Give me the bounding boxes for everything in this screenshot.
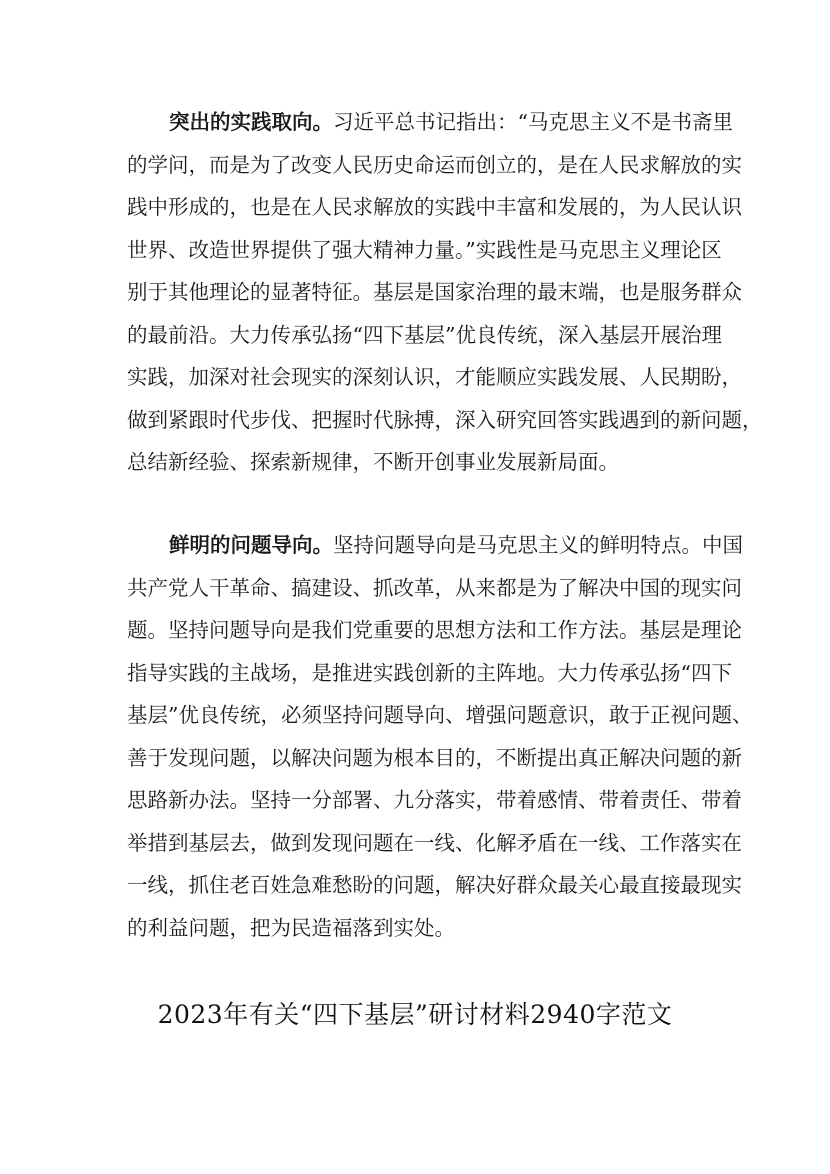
- paragraph-lead: 突出的实践取向。: [169, 110, 333, 134]
- paragraph-line: 共产党人干革命、搞建设、抓改革，从来都是为了解决中国的现实问: [127, 575, 742, 600]
- paragraph-lead: 鲜明的问题导向。: [169, 533, 333, 557]
- paragraph-line: 践中形成的，也是在人民求解放的实践中丰富和发展的，为人民认识: [127, 195, 742, 219]
- paragraph-line: 的利益问题，把为民造福落到实处。: [127, 915, 455, 940]
- paragraph-line: 做到紧跟时代步伐、把握时代脉搏，深入研究回答实践遇到的新问题，: [127, 407, 763, 432]
- paragraph-line: 的最前沿。大力传承弘扬“四下基层”优良传统，深入基层开展治理: [127, 322, 722, 347]
- paragraph-practice-orientation: [127, 101, 763, 484]
- paragraph-line: 善于发现问题，以解决问题为根本目的，不断提出真正解决问题的新: [127, 745, 742, 770]
- paragraph-problem-orientation: [127, 524, 753, 949]
- paragraph-line: 总结新经验、探索新规律，不断开创事业发展新局面。: [127, 450, 619, 474]
- paragraph-line: 题。坚持问题导向是我们党重要的思想方法和工作方法。基层是理论: [127, 618, 742, 642]
- paragraph-line: 举措到基层去，做到发现问题在一线、化解矛盾在一线、工作落实在: [127, 830, 742, 855]
- paragraph-line: 一线，抓住老百姓急难愁盼的问题，解决好群众最关心最直接最现实: [127, 873, 742, 897]
- paragraph-line: 突出的实践取向。习近平总书记指出：“马克思主义不是书斋里: [169, 110, 733, 134]
- paragraph-line: 别于其他理论的显著特征。基层是国家治理的最末端，也是服务群众: [127, 280, 742, 304]
- paragraph-line: 思路新办法。坚持一分部署、九分落实，带着感情、带着责任、带着: [127, 788, 742, 812]
- paragraph-line: 鲜明的问题导向。坚持问题导向是马克思主义的鲜明特点。中国: [169, 533, 743, 557]
- paragraph-line: 基层”优良传统，必须坚持问题导向、增强问题意识，敢于正视问题、: [127, 703, 753, 727]
- paragraph-line: 实践，加深对社会现实的深刻认识，才能顺应实践发展、人民期盼，: [127, 365, 742, 389]
- paragraph-line: 的学问，而是为了改变人民历史命运而创立的，是在人民求解放的实: [127, 152, 742, 177]
- document-title: 2023年有关“四下基层”研讨材料2940字范文: [157, 1000, 673, 1029]
- paragraph-line: 指导实践的主战场，是推进实践创新的主阵地。大力传承弘扬“四下: [127, 660, 732, 685]
- paragraph-line: 世界、改造世界提供了强大精神力量。”实践性是马克思主义理论区: [127, 237, 722, 262]
